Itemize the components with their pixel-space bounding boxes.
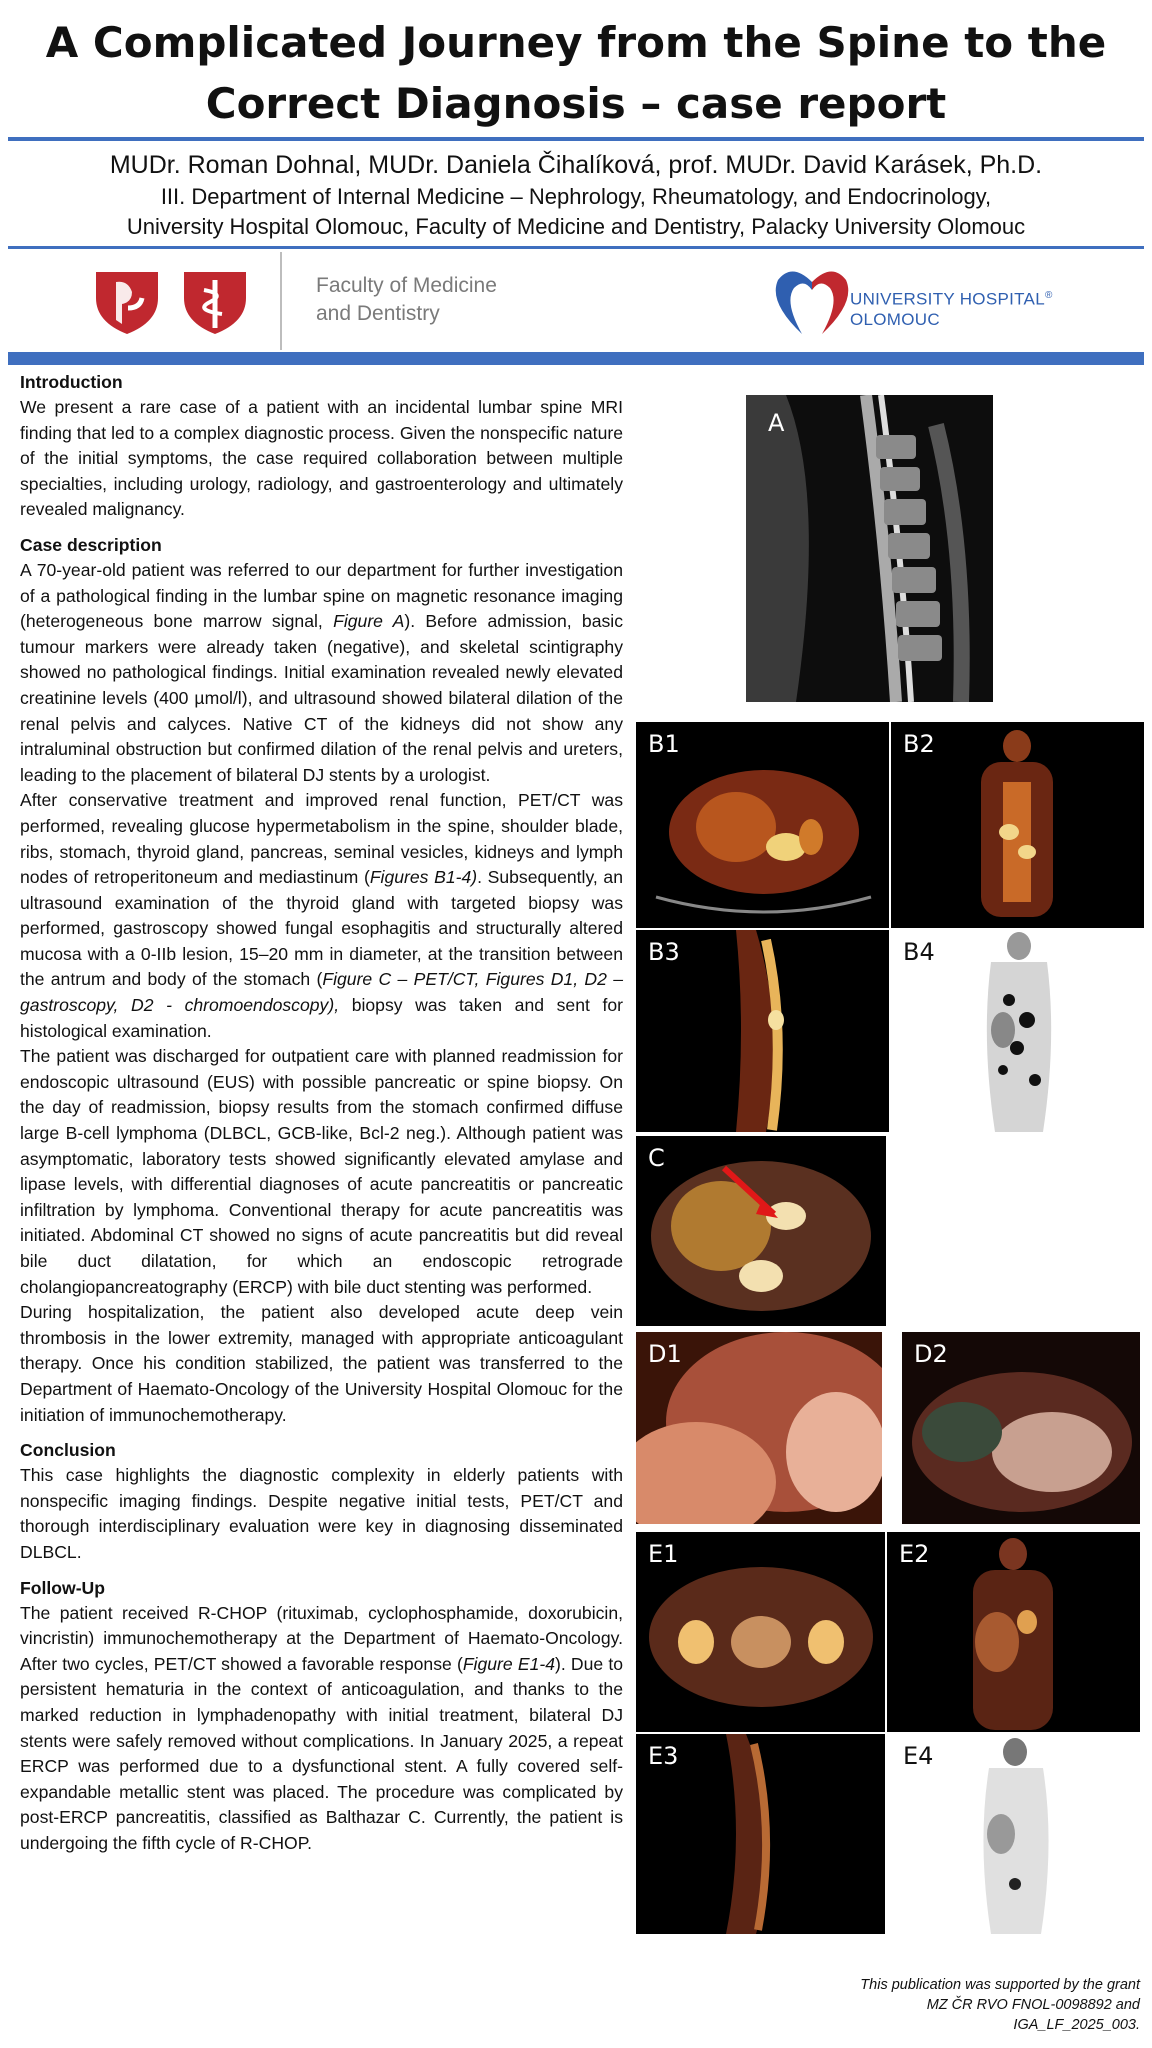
university-hospital-logo-icon: [772, 262, 852, 342]
figure-c-pet-ct: [636, 1136, 886, 1326]
case-p1-text-b: ). Before admission, basic tumour markers were already taken (negative), and skeletal scintigraphy showed no pathological findings. Initial examination revealed newly elevated creatinine levels (400 µmol/l), and ultrasound showed bilateral dilation of the renal pelvis and calyces. Native CT of the kidneys did not show any intraluminal obstruction but confirmed dilation of the renal pelvis and ureters, leading to the placement of bilateral DJ stents by a urologist.: [20, 611, 623, 785]
grant-line-1: This publication was supported by the grant: [860, 1977, 1140, 1993]
grant-acknowledgement: [800, 1975, 1140, 2035]
figure-label-e2: E2: [899, 1540, 930, 1568]
grant-line-2: MZ ČR RVO FNOL-0098892 and: [926, 1997, 1140, 2013]
case-paragraph-2: [20, 788, 623, 1044]
follow-up-text: [20, 1601, 623, 1857]
figure-label-d1: D1: [648, 1340, 682, 1368]
case-p2-figure-ref: Figures B1-4): [369, 867, 478, 888]
follow-up-heading: Follow-Up: [20, 1577, 106, 1598]
figure-label-b3: B3: [648, 938, 680, 966]
hospital-line-2: OLOMOUC: [850, 309, 940, 329]
case-description-heading: Case description: [20, 534, 162, 555]
figure-label-e3: E3: [648, 1742, 679, 1770]
palacky-university-logo-icon: [92, 268, 162, 338]
case-p1-figure-ref: Figure A: [333, 611, 405, 632]
mri-spine-image: [746, 395, 993, 702]
introduction-text: We present a rare case of a patient with an incidental lumbar spine MRI finding that led to a complex diagnostic process. Given the nonspecific nature of the initial symptoms, the case required collaboration between multiple specialties, including urology, radiology, and gastroenterology and ultimately revealed malignancy.: [20, 397, 623, 520]
figure-e4-pet-mip-followup: [891, 1734, 1140, 1934]
hospital-name: [850, 286, 1053, 330]
pet-ct-stomach-image: [636, 1136, 886, 1326]
faculty-name: [316, 272, 497, 328]
faculty-line-1: Faculty of Medicine: [316, 274, 497, 297]
case-p2-text-b: . Subsequently, an ultrasound examination of the thyroid gland with targeted biopsy was performed, gastroscopy showed fungal esophagitis and structurally altered mucosa with a 0-IIb lesion, 15–20 mm in diameter, at the transition between the antrum and body of the stomach (: [20, 867, 624, 990]
figure-e2-pet-coronal-followup: [887, 1532, 1140, 1732]
conclusion-heading: Conclusion: [20, 1440, 116, 1461]
figure-b3-pet-sagittal: [636, 930, 889, 1132]
figure-b1-pet-axial: [636, 722, 889, 928]
follow-up-text-b: ). Due to persistent hematuria in the context of anticoagulation, and thanks to the marked reduction in lymphadenopathy with initial treatment, bilateral DJ stents were safely removed without complications. In January 2025, a repeat ERCP was performed due to a dysfunctional stent. A fully covered self-expandable metallic stent was placed. The procedure was complicated by post-ERCP pancreatitis, classified as Balthazar C. Currently, the patient is undergoing the fifth cycle of R-CHOP.: [20, 1653, 623, 1853]
case-p2-text-c: biopsy was taken and sent for histological examination.: [20, 995, 623, 1041]
poster-title: [20, 12, 1132, 134]
figure-e3-pet-sagittal-followup: [636, 1734, 885, 1934]
case-paragraph-1: [20, 558, 623, 788]
faculty-medicine-logo-icon: [180, 268, 250, 338]
title-line-2: Correct Diagnosis – case report: [205, 79, 947, 128]
affiliation-line-2: University Hospital Olomouc, Faculty of Medicine and Dentistry, Palacky University Olomouc: [126, 214, 1026, 239]
case-p1-text: A 70-year-old patient was referred to our department for further investigation of a pathological finding in the lumbar spine on magnetic resonance imaging (heterogeneous bone marrow signal,: [20, 559, 623, 632]
follow-up-figure-ref: Figure E1-4: [462, 1653, 555, 1674]
figure-label-b2: B2: [903, 730, 935, 758]
case-paragraph-3: The patient was discharged for outpatient care with planned readmission for endoscopic ultrasound (EUS) with possible pancreatic or spine biopsy. On the day of readmission, biopsy results from the stomach confirmed diffuse large B-cell lymphoma (DLBCL, GCB-like, Bcl-2 neg.). Although patient was asymptomatic, laboratory tests showed significantly elevated amylase and lipase levels, with differential diagnoses of acute pancreatitis or pancreatic infiltration by lymphoma. Conventional therapy for acute pancreatitis was initiated. Abdominal CT showed no signs of acute pancreatitis but did reveal bile duct dilatation, for which an endoscopic retrograde cholangiopancreatography (ERCP) with bile duct stenting was performed.: [20, 1046, 623, 1297]
figure-label-b4: B4: [903, 938, 935, 966]
conclusion-text: This case highlights the diagnostic complexity in elderly patients with nonspecific imaging findings. Despite negative initial tests, PET/CT and thorough interdisciplinary evaluation were key in diagnosing disseminated DLBCL.: [20, 1465, 623, 1562]
logo-row: [0, 252, 1152, 352]
figure-label-e1: E1: [648, 1540, 679, 1568]
figure-d2-chromoendoscopy: [902, 1332, 1140, 1524]
affiliation: [20, 182, 1132, 242]
figure-e1-pet-axial-followup: [636, 1532, 885, 1732]
figure-label-e4: E4: [903, 1742, 934, 1770]
title-line-1: A Complicated Journey from the Spine to the: [45, 18, 1107, 67]
authors: MUDr. Roman Dohnal, MUDr. Daniela Čihalíková, prof. MUDr. David Karásek, Ph.D.: [109, 151, 1043, 179]
grant-line-3: IGA_LF_2025_003.: [1013, 2017, 1140, 2033]
figure-label-d2: D2: [914, 1340, 948, 1368]
registered-mark: ®: [1044, 290, 1053, 301]
case-p2-figure-ref-2: Figure C – PET/CT, Figures D1, D2 – gastroscopy, D2 - chromoendoscopy),: [20, 969, 623, 1016]
hospital-line-1: UNIVERSITY HOSPITAL: [850, 289, 1045, 309]
affiliation-divider: [8, 246, 1144, 249]
follow-up-text-a: The patient received R-CHOP (rituximab, cyclophosphamide, doxorubicin, vincristin) immunochemotherapy at the Department of Haemato-Oncology. After two cycles, PET/CT showed a favorable response (: [20, 1602, 623, 1674]
figure-label-b1: B1: [648, 730, 680, 758]
figure-d1-gastroscopy: [636, 1332, 882, 1524]
figure-b4-pet-mip: [891, 930, 1144, 1132]
affiliation-line-1: III. Department of Internal Medicine – Nephrology, Rheumatology, and Endocrinology,: [160, 184, 992, 209]
introduction-heading: Introduction: [20, 372, 123, 392]
figure-b2-pet-coronal: [891, 722, 1144, 928]
text-column: [20, 370, 623, 1856]
figure-a-mri: [746, 395, 993, 702]
faculty-line-2: and Dentistry: [316, 302, 440, 325]
title-divider: [8, 137, 1144, 141]
figure-label-a: A: [768, 409, 785, 437]
logo-divider: [280, 252, 282, 350]
header-bottom-bar: [8, 352, 1144, 365]
case-paragraph-4: During hospitalization, the patient also developed acute deep vein thrombosis in the lower extremity, managed with appropriate anticoagulant therapy. Once his condition stabilized, the patient was transferred to the Department of Haemato-Oncology of the University Hospital Olomouc for the initiation of immunochemotherapy.: [20, 1302, 623, 1425]
figure-label-c: C: [648, 1144, 665, 1172]
case-p2-text: After conservative treatment and improved renal function, PET/CT was performed, revealing glucose hypermetabolism in the spine, shoulder blade, ribs, stomach, thyroid gland, pancreas, seminal vesicles, kidneys and lymph nodes of retroperitoneum and mediastinum (: [20, 790, 623, 888]
